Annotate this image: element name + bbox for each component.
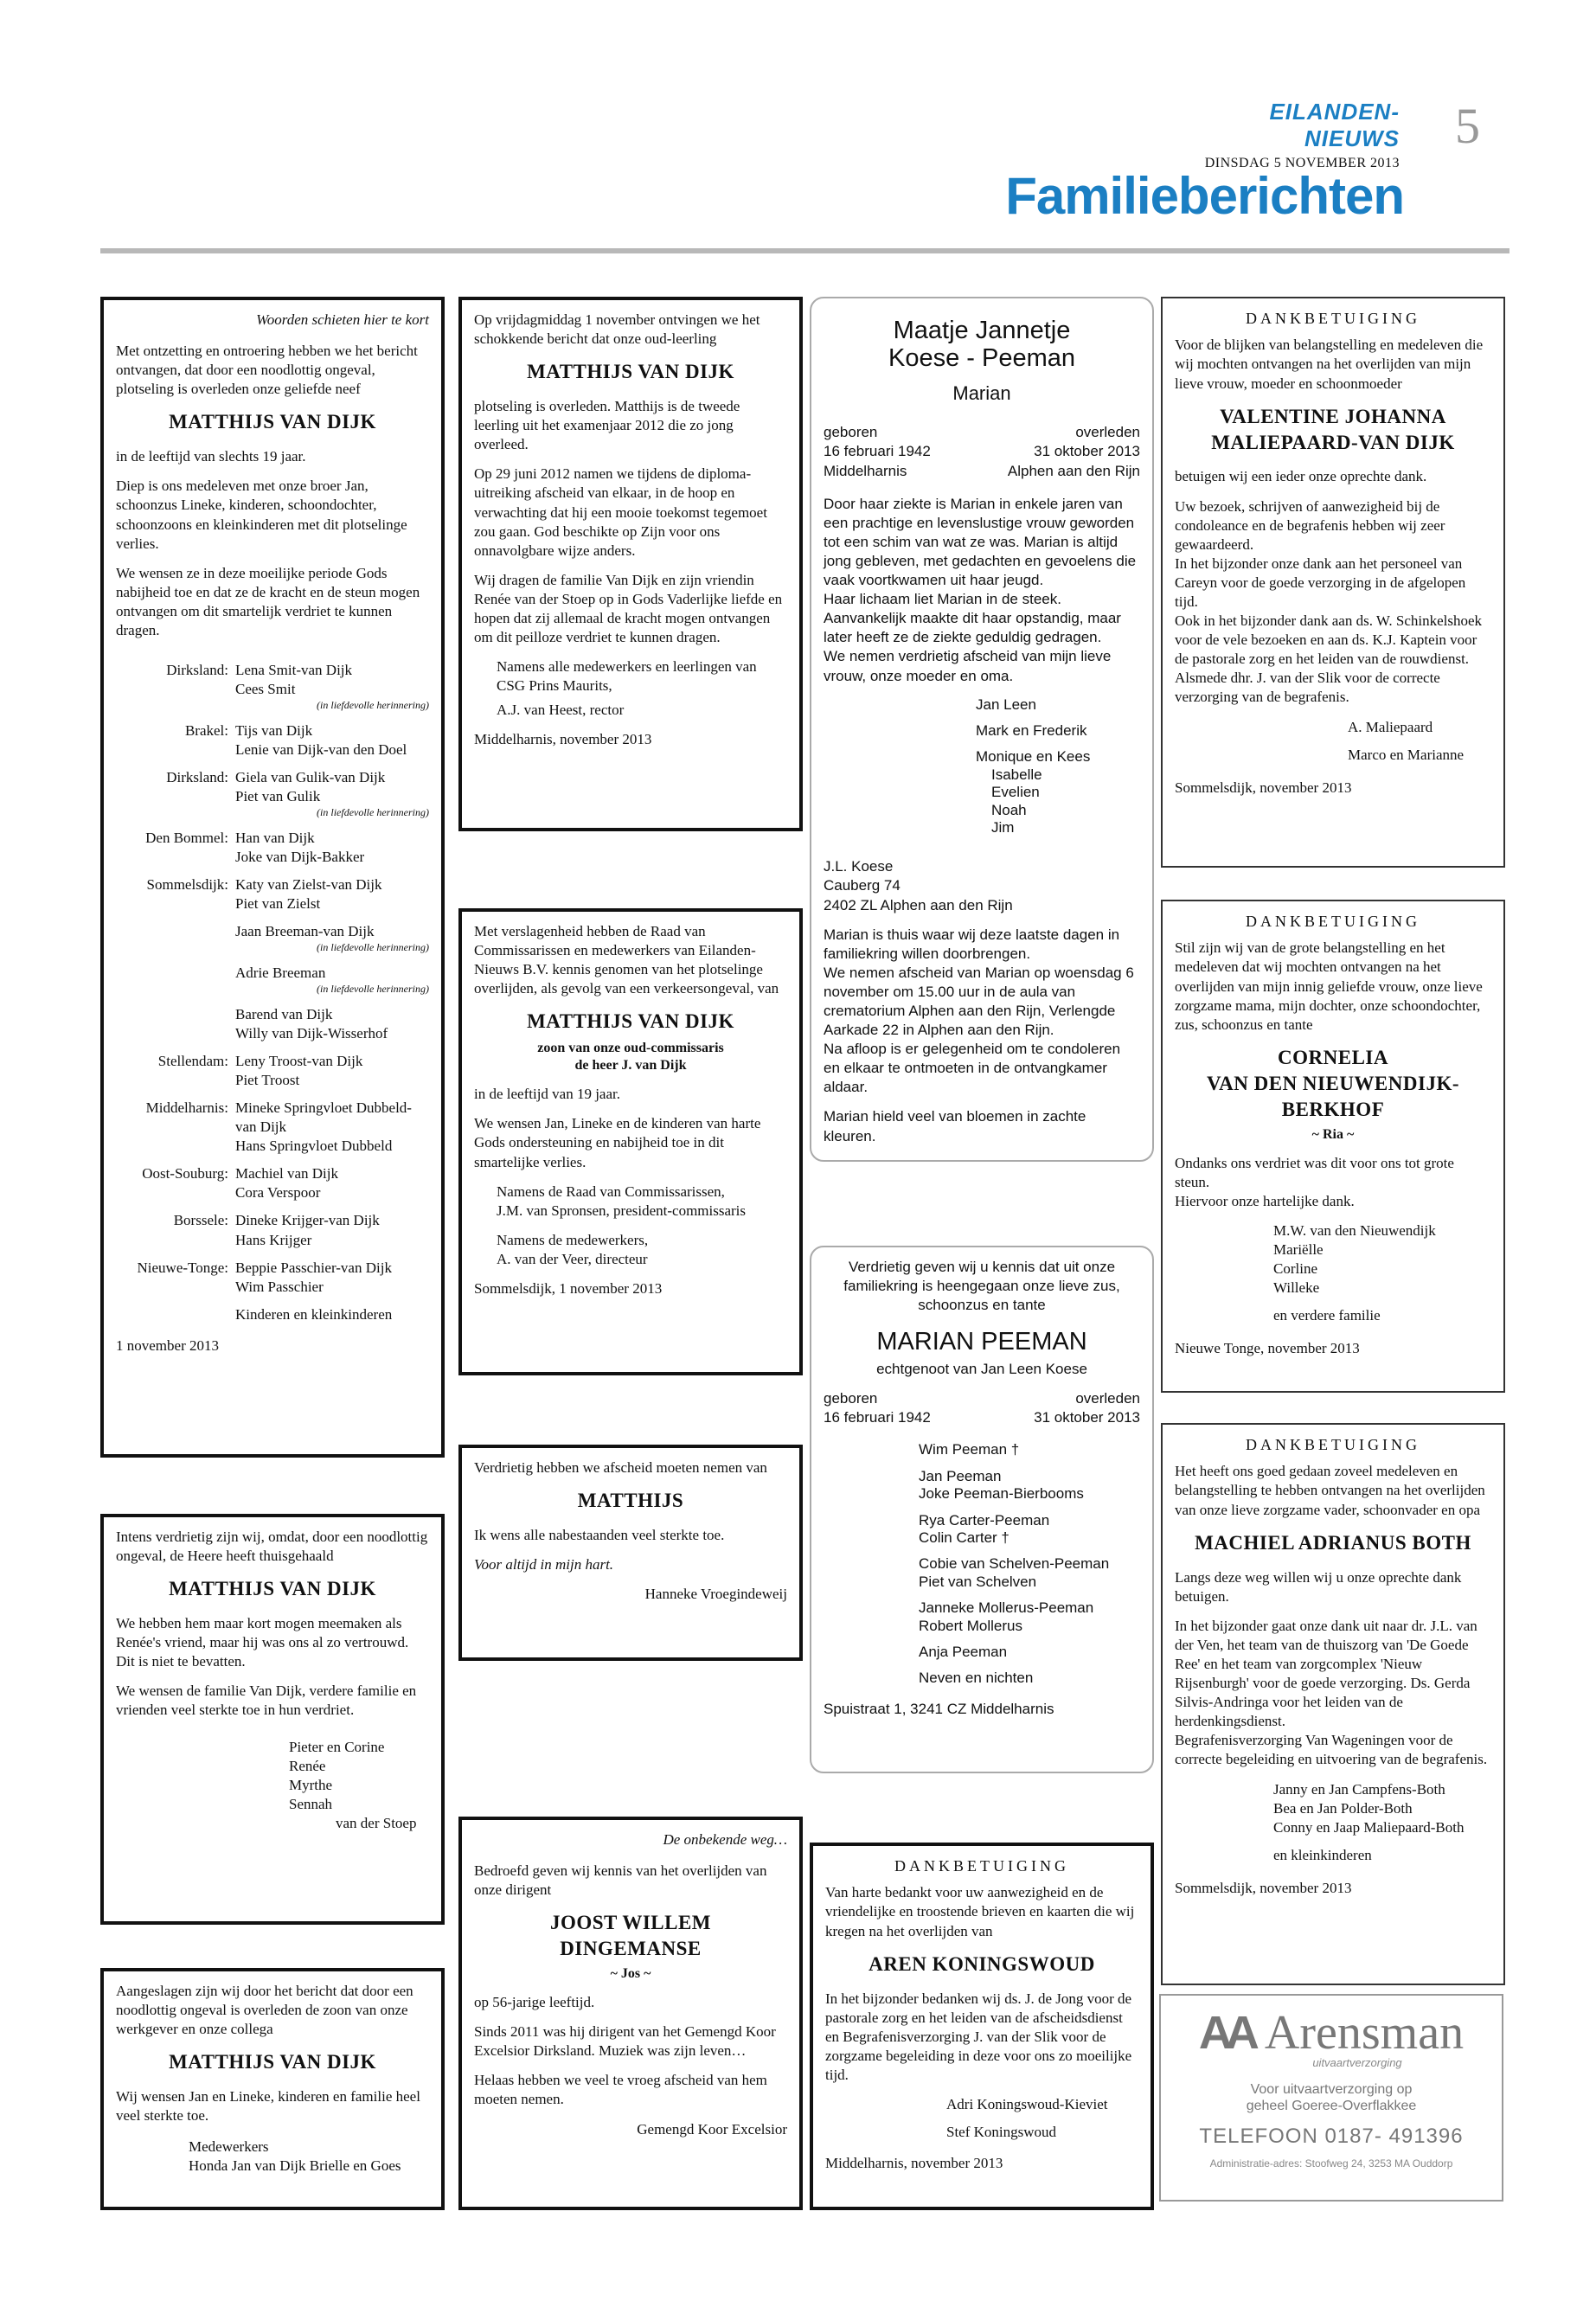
notice-aren-koningswoud (810, 1843, 1154, 2210)
family-member: Neven en nichten (919, 1670, 1034, 1687)
deceased-subline: zoon van onze oud-commissaris de heer J. van Dijk (537, 1041, 724, 1074)
signer: Namens alle medewerkers en leerlingen van CSG Prins Maurits, (497, 658, 757, 695)
notice-paragraph: Wij wensen Jan en Lineke, kinderen en familie heel veel sterkte toe. (116, 2088, 420, 2125)
relative-name: Han van Dijk (235, 829, 315, 846)
relative-place: Brakel: (184, 721, 228, 739)
relative-group (116, 1099, 429, 1156)
relative-group (116, 1305, 429, 1324)
notice-joost-dingemanse (458, 1817, 803, 2210)
notice-heading: DANKBETUIGING (894, 1857, 1069, 1875)
deceased-name: VALENTINE JOHANNA MALIEPAARD-VAN DIJK (1211, 405, 1455, 453)
relative-group (116, 1259, 429, 1297)
deceased-nickname: ~ Jos ~ (610, 1966, 651, 1982)
arensman-logo (1161, 2006, 1502, 2060)
died: overleden 31 oktober 2013 Alphen aan den Rijn (1007, 424, 1140, 479)
family-member: Joke Peeman-Bierbooms (919, 1485, 1084, 1503)
born: geboren 16 februari 1942 (824, 1390, 931, 1426)
relative-place: Sommelsdijk: (146, 876, 228, 894)
notice-matthijs-honda (100, 1968, 445, 2210)
family-group (919, 1512, 1140, 1548)
family-member: Mark en Frederik (976, 721, 1087, 739)
deceased-name: MACHIEL ADRIANUS BOTH (1195, 1531, 1471, 1554)
notice-paragraph: Langs deze weg willen wij u onze oprechte dank betuigen. (1175, 1568, 1462, 1605)
notice-paragraph: Marian hield veel van bloemen in zachte kleuren. (824, 1108, 1086, 1144)
relative-name: Jaan Breeman-van Dijk (235, 923, 375, 940)
relative-name: Dineke Krijger-van Dijk (235, 1212, 380, 1229)
notice-paragraph: In het bijzonder gaat onze dank uit naar dr. J.L. van der Ven, het team van de thuiszorg van 'De Goede Ree' en het team van zorgcomplex 'Nieuw Rijsenburgh' voor de goede verzorging. Ds. Gerda Silvis-Andringa voor het leiden van de herdenkingsdienst. Begrafenisverzorging Van Wageningen voor de correcte begeleiding en uitvoering van de begrafenis. (1175, 1617, 1488, 1768)
deceased-name: MATTHIJS VAN DIJK (169, 1578, 376, 1600)
signer: M.W. van den Nieuwendijk (1273, 1221, 1436, 1239)
family-group (919, 1599, 1140, 1635)
notice-intro: Op vrijdagmiddag 1 november ontvingen we het schokkende bericht dat onze oud-leerling (474, 311, 760, 348)
signers (1273, 1780, 1491, 1865)
notice-paragraph: plotseling is overleden. Matthijs is de tweede leerling uit het examenjaar 2012 die zo jong overleed. (474, 398, 740, 453)
deceased-name: MATTHIJS VAN DIJK (169, 2051, 376, 2073)
relative-name: Machiel van Dijk (235, 1165, 338, 1183)
notice-paragraph: Op 29 juni 2012 namen we tijdens de diploma-uitreiking afscheid van elkaar, in de hoop en verwachting dat hij een mooie toekomst tegemoet zou gaan. God beschikte op Zijn voor ons onnavolgbare wijze anders. (474, 465, 767, 559)
dates (824, 1389, 1140, 1427)
notice-paragraph: We wensen Jan, Lineke en de kinderen van harte Gods ondersteuning en nabijheid toe in dit smartelijke verlies. (474, 1115, 761, 1170)
notice-heading: De onbekende weg… (663, 1831, 787, 1848)
family-group (919, 1644, 1140, 1661)
family-group (919, 1441, 1140, 1458)
ad-admin-address: Administratie-adres: Stoofweg 24, 3253 MA Ouddorp (1209, 2157, 1453, 2170)
relatives-list (116, 661, 429, 1324)
family-member: Jan Peeman (919, 1467, 1002, 1484)
memorial-note: (in liefdevolle herinnering) (317, 699, 429, 712)
deceased-spouse: echtgenoot van Jan Leen Koese (876, 1361, 1087, 1378)
deceased-name: MATTHIJS VAN DIJK (527, 361, 734, 383)
ad-brand: Arensman (1264, 2006, 1465, 2060)
notice-date: Sommelsdijk, november 2013 (1175, 1879, 1352, 1896)
relative-name: Piet van Zielst (235, 895, 321, 913)
relative-name: Piet van Gulik (235, 788, 321, 805)
family-member: Monique en Kees (976, 748, 1091, 766)
dates (824, 423, 1140, 480)
family-member: Wim Peeman † (919, 1441, 1020, 1458)
relative-name: Joke van Dijk-Bakker (235, 848, 365, 865)
family-member: Jan Leen (976, 695, 1036, 713)
notice-paragraph: Door haar ziekte is Marian in enkele jaren van een prachtige en levenslustige vrouw geworden tot een schim van wat ze was. Marian is altijd jong gebleven, met gedachten en gevoelens die vaak voortkwamen uit haar jeugd. Haar lichaam liet Marian in de steek. Aanvankelijk maakte dit haar opstandig, maar later heeft ze de ziekte geduldig gedragen. We nemen verdrietig afscheid van mijn lieve vrouw, onze moeder en oma. (824, 495, 1137, 684)
signers (1273, 1221, 1491, 1325)
family-list (976, 696, 1140, 837)
deceased-name: MARIAN PEEMAN (876, 1328, 1087, 1356)
notice-intro: Met ontzetting en ontroering hebben we het bericht ontvangen, dat door een noodlottig ongeval, plotseling is overleden onze geliefde neef (116, 343, 418, 398)
signer: Sennah (289, 1795, 333, 1812)
signer: A.J. van Heest, rector (497, 702, 625, 719)
notice-age: in de leeftijd van 19 jaar. (474, 1086, 620, 1103)
masthead (1192, 99, 1400, 171)
relative-name: Katy van Zielst-van Dijk (235, 876, 382, 894)
grandchild: Isabelle (991, 766, 1042, 783)
signer: A. Maliepaard (1348, 718, 1433, 735)
notice-cornelia-nieuwendijk (1161, 900, 1505, 1393)
relative-group (116, 768, 429, 820)
notice-date: Nieuwe Tonge, november 2013 (1175, 1340, 1360, 1357)
family-group (919, 1468, 1140, 1503)
notice-intro: Aangeslagen zijn wij door het bericht dat door een noodlottig ongeval is overleden de zoon van onze werkgever en onze collega (116, 1983, 413, 2038)
notice-paragraph: We wensen de familie Van Dijk, verdere familie en vrienden veel sterkte toe in hun verdriet. (116, 1682, 417, 1719)
relative-group (116, 829, 429, 867)
notice-date: Middelharnis, november 2013 (474, 731, 652, 748)
family-member: Colin Carter † (919, 1529, 1010, 1547)
grandchildren (991, 766, 1140, 837)
relative-name: Beppie Passchier-van Dijk (235, 1259, 392, 1276)
signer: Marco en Marianne (1348, 746, 1465, 763)
ad-text: Voor uitvaartverzorging op geheel Goeree-Overflakkee (1246, 2082, 1417, 2114)
notice-date: 1 november 2013 (116, 1336, 219, 1354)
notice-paragraph: Uw bezoek, schrijven of aanwezigheid bij de condoleance en de begrafenis hebben wij zeer gewaardeerd. In het bijzonder onze dank aan het personeel van Careyn voor de goede verzorging in de afgelopen tijd. Ook in het bijzonder dank aan ds. W. Schinkelshoek voor de vele bezoeken en aan ds. K.J. Kaptein voor de pastorale zorg en het leiden van de rouwdienst. Alsmede dhr. J. van der Slik voor de correcte verzorging van de begrafenis. (1175, 497, 1483, 706)
family-member: Robert Mollerus (919, 1617, 1022, 1634)
memorial-note: (in liefdevolle herinnering) (317, 983, 429, 996)
notice-age: in de leeftijd van slechts 19 jaar. (116, 448, 306, 465)
notice-paragraph: Helaas hebben we veel te vroeg afscheid van hem moeten nemen. (474, 2072, 767, 2108)
family-member: Cobie van Schelven-Peeman (919, 1555, 1110, 1573)
notice-intro: Van harte bedankt voor uw aanwezigheid en de vriendelijke en troostende brieven en kaarten die wij kregen na het overlijden van (825, 1884, 1135, 1939)
family-member: Piet van Schelven (919, 1573, 1037, 1590)
signer: Hanneke Vroegindeweij (644, 1586, 787, 1603)
deceased-name: AREN KONINGSWOUD (869, 1952, 1095, 1975)
notice-paragraph: Marian is thuis waar wij deze laatste dagen in familiekring willen doorbrengen. We nemen afscheid van Marian op woensdag 6 november om 15.00 uur in de aula van crematorium Alphen aan den Rijn, Verlengde Aarkade 22 in Alphen aan den Rijn. Na afloop is er gelegenheid om te condoleren en elkaar te ontmoeten in de ontvangkamer aldaar. (824, 926, 1134, 1096)
address: J.L. Koese Cauberg 74 2402 ZL Alphen aan den Rijn (824, 858, 1013, 913)
notice-matthijs-hanneke (458, 1445, 803, 1661)
notice-paragraph: Sinds 2011 was hij dirigent van het Gemengd Koor Excelsior Dirksland. Muziek was zijn leven… (474, 2023, 776, 2060)
relative-group (116, 922, 429, 955)
notice-paragraph: Diep is ons medeleven met onze broer Jan, schoonzus Lineke, kinderen, schoondochter, schoonzoons en kleinkinderen met dit plotselinge verlies. (116, 478, 407, 552)
signer: Corline (1273, 1260, 1317, 1277)
signer: Pieter en Corine (289, 1738, 385, 1755)
relative-name: Cees Smit (235, 681, 296, 698)
signer: Stef Koningswoud (946, 2124, 1057, 2141)
notice-date: Middelharnis, november 2013 (825, 2155, 1003, 2172)
deceased-name: JOOST WILLEM DINGEMANSE (549, 1912, 711, 1960)
signer: Renée (289, 1757, 326, 1774)
notice-intro: Verdrietig geven wij u kennis dat uit onze familiekring is heengegaan onze lieve zus, schoonzus en tante (843, 1259, 1120, 1314)
relative-name: Giela van Gulik-van Dijk (235, 769, 386, 786)
ad-phone: TELEFOON 0187- 491396 (1199, 2125, 1464, 2149)
arensman-logo-icon: AA (1198, 2007, 1253, 2059)
issue-date: DINSDAG 5 NOVEMBER 2013 (1204, 156, 1400, 170)
relative-group (116, 661, 429, 713)
relative-place: Stellendam: (157, 1052, 228, 1069)
signer: Namens de Raad van Commissarissen, J.M. van Spronsen, president-commissaris (497, 1183, 747, 1219)
signer: Namens de medewerkers, A. van der Veer, directeur (497, 1231, 649, 1267)
notice-maliepaard-van-dijk (1161, 297, 1505, 868)
page-number: 5 (1455, 98, 1480, 154)
notice-heading: Woorden schieten hier te kort (256, 311, 429, 328)
notice-paragraph: We wensen ze in deze moeilijke periode Gods nabijheid toe en dat ze de kracht en de steun mogen ontvangen om dit smartelijk verdriet te kunnen dragen. (116, 564, 420, 639)
relative-name: Willy van Dijk-Wisserhof (235, 1024, 388, 1042)
relative-name: Tijs van Dijk (235, 721, 313, 739)
relative-name: Lenie van Dijk-van den Doel (235, 740, 407, 758)
notice-paragraph: In het bijzonder bedanken wij ds. J. de Jong voor de pastorale zorg en het leiden van de afscheidsdienst en Begrafenisverzorging J. van der Slik voor de zorgzame begeleiding in deze voor ons zo moeilijke tijd. (825, 1990, 1132, 2083)
notice-intro: Stil zijn wij van de grote belangstelling en het medeleven dat wij mochten ontvangen na het overlijden van mijn innig geliefde vrouw, onze lieve zorgzame mama, mijn dochter, onze schoondochter, zus, schoonzus en tante (1175, 939, 1483, 1033)
signers (289, 1738, 429, 1833)
relative-place: Nieuwe-Tonge: (137, 1259, 228, 1276)
ad-tagline: uitvaartverzorging (1312, 2056, 1402, 2069)
grandchild: Evelien (991, 784, 1040, 801)
relative-place: Oost-Souburg: (142, 1165, 228, 1183)
relative-place: Middelharnis: (145, 1099, 228, 1116)
relative-place: Dirksland: (166, 769, 228, 786)
relative-name: Hans Krijger (235, 1231, 312, 1248)
signer: Willeke (1273, 1279, 1320, 1297)
deceased-nickname: Marian (952, 381, 1011, 404)
signer: Conny en Jaap Maliepaard-Both (1273, 1818, 1465, 1836)
paper-name: EILANDEN-NIEUWS (1269, 99, 1400, 151)
relative-name: Piet Troost (235, 1071, 300, 1088)
died: overleden 31 oktober 2013 (1034, 1390, 1140, 1426)
relative-name: Lena Smit-van Dijk (235, 662, 353, 679)
relative-group (116, 875, 429, 913)
notice-paragraph: Wij dragen de familie Van Dijk en zijn vriendin Renée van der Stoep op in Gods Vaderlijke liefde en hopen dat zij allemaal de kracht mogen ontvangen om dit peilloze verdriet te kunnen dragen. (474, 571, 783, 646)
notice-intro: Met verslagenheid hebben de Raad van Commissarissen en medewerkers van Eilanden-Nieuws B.V. kennis genomen van het plotselinge overlijden, als gevolg van een verkeersongeval, van (474, 923, 779, 997)
relative-group (116, 1211, 429, 1249)
grandchild: Noah (991, 801, 1027, 818)
signers (1348, 718, 1491, 765)
relative-name: Barend van Dijk (235, 1005, 333, 1022)
family-list (919, 1441, 1140, 1687)
address: Spuistraat 1, 3241 CZ Middelharnis (824, 1700, 1054, 1717)
notice-intro: Verdrietig hebben we afscheid moeten nemen van (474, 1459, 767, 1476)
relative-group (116, 1052, 429, 1090)
signer: en verdere familie (1273, 1307, 1381, 1324)
family-group (919, 1670, 1140, 1687)
signers (946, 2095, 1138, 2142)
signer: Janny en Jan Campfens-Both (1273, 1780, 1445, 1798)
deceased-name: MATTHIJS VAN DIJK (169, 411, 376, 433)
notice-intro: Voor de blijken van belangstelling en medeleven die wij mochten ontvangen na het overlijden van mijn lieve vrouw, moeder en schoonmoeder (1175, 336, 1484, 392)
notice-matthijs-family (100, 297, 445, 1458)
family-member: Anja Peeman (919, 1643, 1008, 1660)
notice-paragraph: betuigen wij een ieder onze oprechte dank. (1175, 468, 1427, 485)
family-group (919, 1555, 1140, 1591)
signer: en kleinkinderen (1273, 1846, 1372, 1863)
relative-group (116, 1005, 429, 1043)
relative-name: Kinderen en kleinkinderen (235, 1305, 393, 1323)
notice-heading: DANKBETUIGING (1246, 1436, 1420, 1453)
relative-place: Den Bommel: (145, 829, 228, 846)
notice-age: op 56-jarige leeftijd. (474, 1994, 595, 2011)
notice-matthijs-eilanden-nieuws (458, 908, 803, 1375)
relative-name: Cora Verspoor (235, 1184, 321, 1202)
family-member: Rya Carter-Peeman (919, 1511, 1050, 1529)
deceased-nickname: ~ Ria ~ (1311, 1126, 1355, 1142)
signer: Bea en Jan Polder-Both (1273, 1799, 1413, 1817)
memorial-note: (in liefdevolle herinnering) (317, 806, 429, 819)
header-divider (100, 248, 1509, 253)
relative-place: Dirksland: (166, 662, 228, 679)
notice-intro: Intens verdrietig zijn wij, omdat, door een noodlottig ongeval, de Heere heeft thuisgehaald (116, 1529, 428, 1565)
family-member: Janneke Mollerus-Peeman (919, 1599, 1094, 1617)
relative-group (116, 1164, 429, 1202)
signer: van der Stoep (336, 1814, 417, 1831)
signer: Medewerkers (189, 2138, 269, 2156)
notice-paragraph: Ondanks ons verdriet was dit voor ons tot grote steun. Hiervoor onze hartelijke dank. (1175, 1154, 1454, 1209)
relative-group (116, 964, 429, 997)
deceased-name: CORNELIA VAN DEN NIEUWENDIJK- BERKHOF (1207, 1046, 1459, 1120)
deceased-name: MATTHIJS (577, 1490, 684, 1512)
deceased-name: MATTHIJS VAN DIJK (527, 1010, 734, 1033)
relative-name: Leny Troost-van Dijk (235, 1052, 363, 1069)
relative-place: Borssele: (173, 1212, 228, 1229)
notice-date: Sommelsdijk, 1 november 2013 (474, 1280, 663, 1298)
notice-matthijs-stoep (100, 1514, 445, 1925)
grandchild: Jim (991, 818, 1015, 836)
signers (189, 2138, 429, 2176)
relative-group (116, 721, 429, 760)
relative-name: Wim Passchier (235, 1278, 324, 1295)
notice-marian-peeman (810, 1246, 1154, 1773)
deceased-name: Maatje Jannetje Koese - Peeman (888, 317, 1075, 372)
notice-quote: Voor altijd in mijn hart. (474, 1556, 614, 1574)
notice-paragraph: We hebben hem maar kort mogen meemaken als Renée's vriend, maar hij was ons al zo vertrouwd. Dit is niet te bevatten. (116, 1615, 409, 1670)
section-title: Familieberichten (1005, 167, 1404, 225)
notice-maatje-koese-peeman (810, 297, 1154, 1162)
relative-name: Hans Springvloet Dubbeld (235, 1138, 393, 1155)
relative-name: Mineke Springvloet Dubbeld-van Dijk (235, 1099, 412, 1136)
signer: Gemengd Koor Excelsior (637, 2120, 787, 2138)
signer: Myrthe (289, 1776, 333, 1793)
memorial-note: (in liefdevolle herinnering) (317, 941, 429, 954)
notice-paragraph: Ik wens alle nabestaanden veel sterkte toe. (474, 1526, 725, 1543)
notice-matthijs-school (458, 297, 803, 831)
born: geboren 16 februari 1942 Middelharnis (824, 424, 931, 479)
notice-date: Sommelsdijk, november 2013 (1175, 779, 1352, 796)
arensman-advertisement (1159, 1994, 1503, 2202)
notice-intro: Het heeft ons goed gedaan zoveel medeleven en belangstelling te hebben ontvangen na het overlijden van onze lieve zorgzame vader, schoonvader en opa (1175, 1463, 1485, 1518)
relative-name: Adrie Breeman (235, 964, 326, 981)
signer: Mariëlle (1273, 1240, 1324, 1258)
signer: Honda Jan van Dijk Brielle en Goes (189, 2157, 401, 2175)
notice-intro: Bedroefd geven wij kennis van het overlijden van onze dirigent (474, 1862, 767, 1899)
notice-heading: DANKBETUIGING (1246, 913, 1420, 930)
notice-heading: DANKBETUIGING (1246, 310, 1420, 327)
notice-machiel-both (1161, 1423, 1505, 1985)
signer: Adri Koningswoud-Kieviet (946, 2096, 1108, 2113)
